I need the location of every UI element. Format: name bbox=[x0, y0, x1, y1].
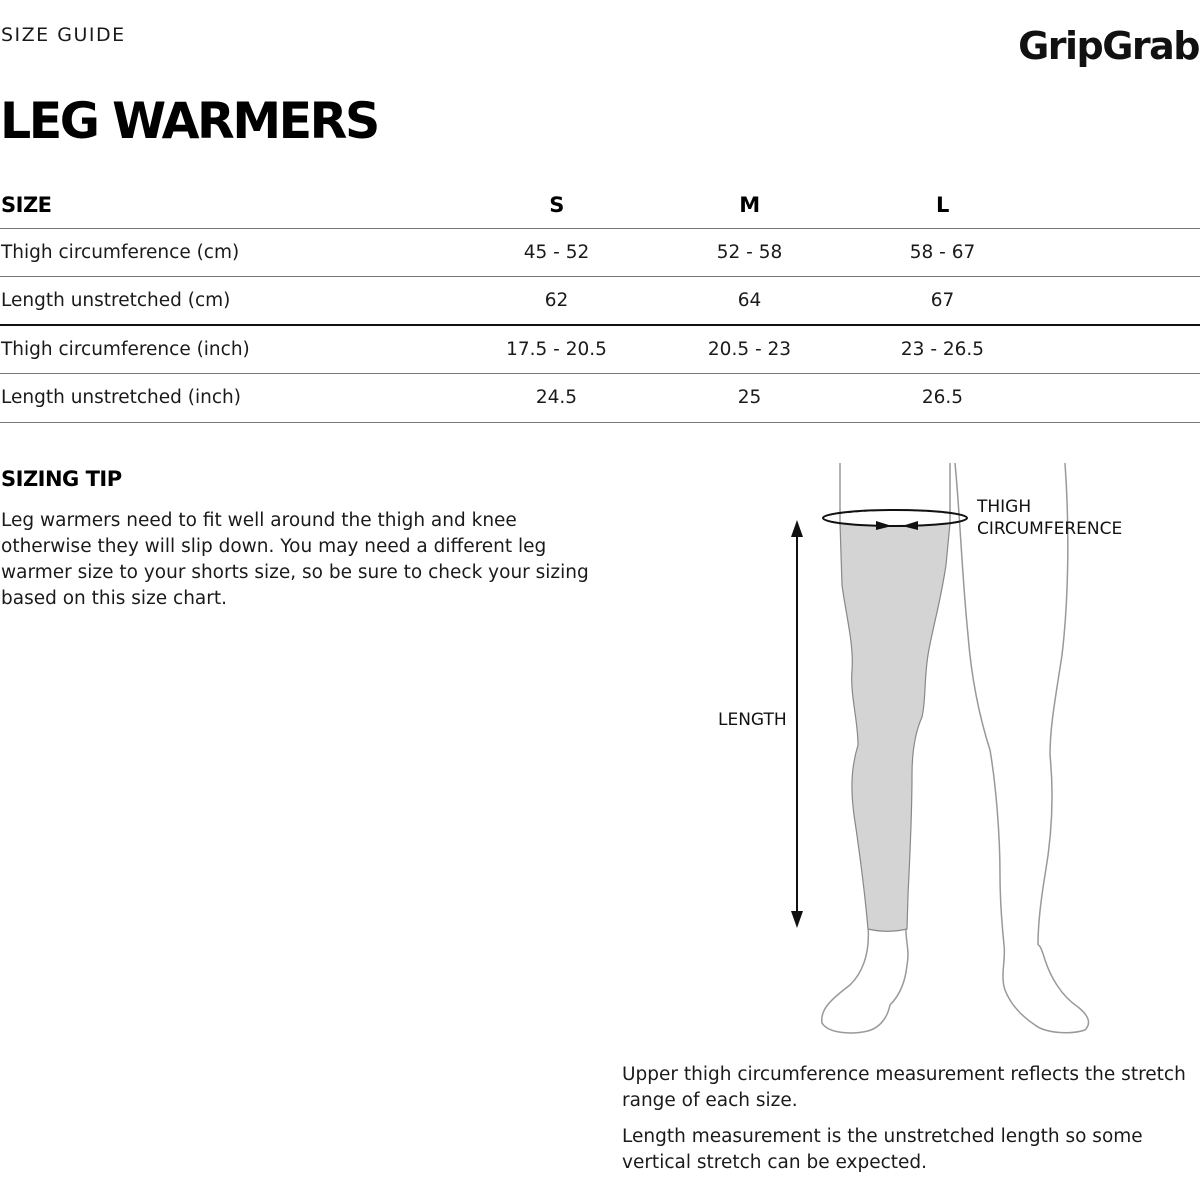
row-label: Thigh circumference (cm) bbox=[0, 228, 460, 277]
note-thigh: Upper thigh circumference measurement reflects the stretch range of each size. bbox=[622, 1064, 1186, 1111]
table-header-row bbox=[0, 182, 1200, 228]
leg-illustration bbox=[700, 455, 1160, 1045]
leg-warmer-shape bbox=[840, 523, 950, 931]
column-header-size: SIZE bbox=[0, 182, 460, 228]
cell-value: 58 - 67 bbox=[846, 228, 1039, 277]
table-row bbox=[0, 277, 1200, 326]
column-header-l: L bbox=[846, 182, 1039, 228]
cell-spacer bbox=[1039, 374, 1200, 423]
cell-value: 26.5 bbox=[846, 374, 1039, 423]
cell-spacer bbox=[1039, 325, 1200, 374]
arrow-up-icon bbox=[791, 520, 803, 537]
column-header-s: S bbox=[460, 182, 653, 228]
sizing-tip-body: Leg warmers need to fit well around the thigh and knee otherwise they will slip down. You may need a different leg warmer size to your shorts size, so be sure to check your sizing based on this size chart. bbox=[1, 510, 589, 609]
right-leg-outline bbox=[955, 463, 1089, 1033]
cell-value: 25 bbox=[653, 374, 846, 423]
table-row bbox=[0, 374, 1200, 423]
measurement-notes bbox=[622, 1062, 1200, 1186]
cell-value: 64 bbox=[653, 277, 846, 326]
cell-value: 52 - 58 bbox=[653, 228, 846, 277]
cell-spacer bbox=[1039, 277, 1200, 326]
cell-value: 45 - 52 bbox=[460, 228, 653, 277]
cell-value: 24.5 bbox=[460, 374, 653, 423]
cell-value: 17.5 - 20.5 bbox=[460, 325, 653, 374]
page-title: LEG WARMERS bbox=[0, 92, 378, 150]
cell-value: 23 - 26.5 bbox=[846, 325, 1039, 374]
thigh-label-line1: THIGH bbox=[977, 497, 1032, 517]
row-label: Thigh circumference (inch) bbox=[0, 325, 460, 374]
section-label: SIZE GUIDE bbox=[1, 24, 126, 46]
note-length: Length measurement is the unstretched length so some vertical stretch can be expected. bbox=[622, 1126, 1143, 1173]
table-row bbox=[0, 325, 1200, 374]
brand-logo: GripGrab bbox=[1018, 24, 1199, 68]
length-label: LENGTH bbox=[718, 710, 787, 730]
cell-value: 62 bbox=[460, 277, 653, 326]
arrow-down-icon bbox=[791, 911, 803, 928]
sizing-tip-heading: SIZING TIP bbox=[1, 467, 122, 491]
size-table bbox=[0, 182, 1200, 423]
column-header-m: M bbox=[653, 182, 846, 228]
cell-value: 20.5 - 23 bbox=[653, 325, 846, 374]
thigh-circumference-label bbox=[977, 496, 1122, 540]
cell-spacer bbox=[1039, 228, 1200, 277]
cell-value: 67 bbox=[846, 277, 1039, 326]
row-label: Length unstretched (inch) bbox=[0, 374, 460, 423]
table-row bbox=[0, 228, 1200, 277]
column-spacer bbox=[1039, 182, 1200, 228]
thigh-label-line2: CIRCUMFERENCE bbox=[977, 519, 1123, 539]
row-label: Length unstretched (cm) bbox=[0, 277, 460, 326]
